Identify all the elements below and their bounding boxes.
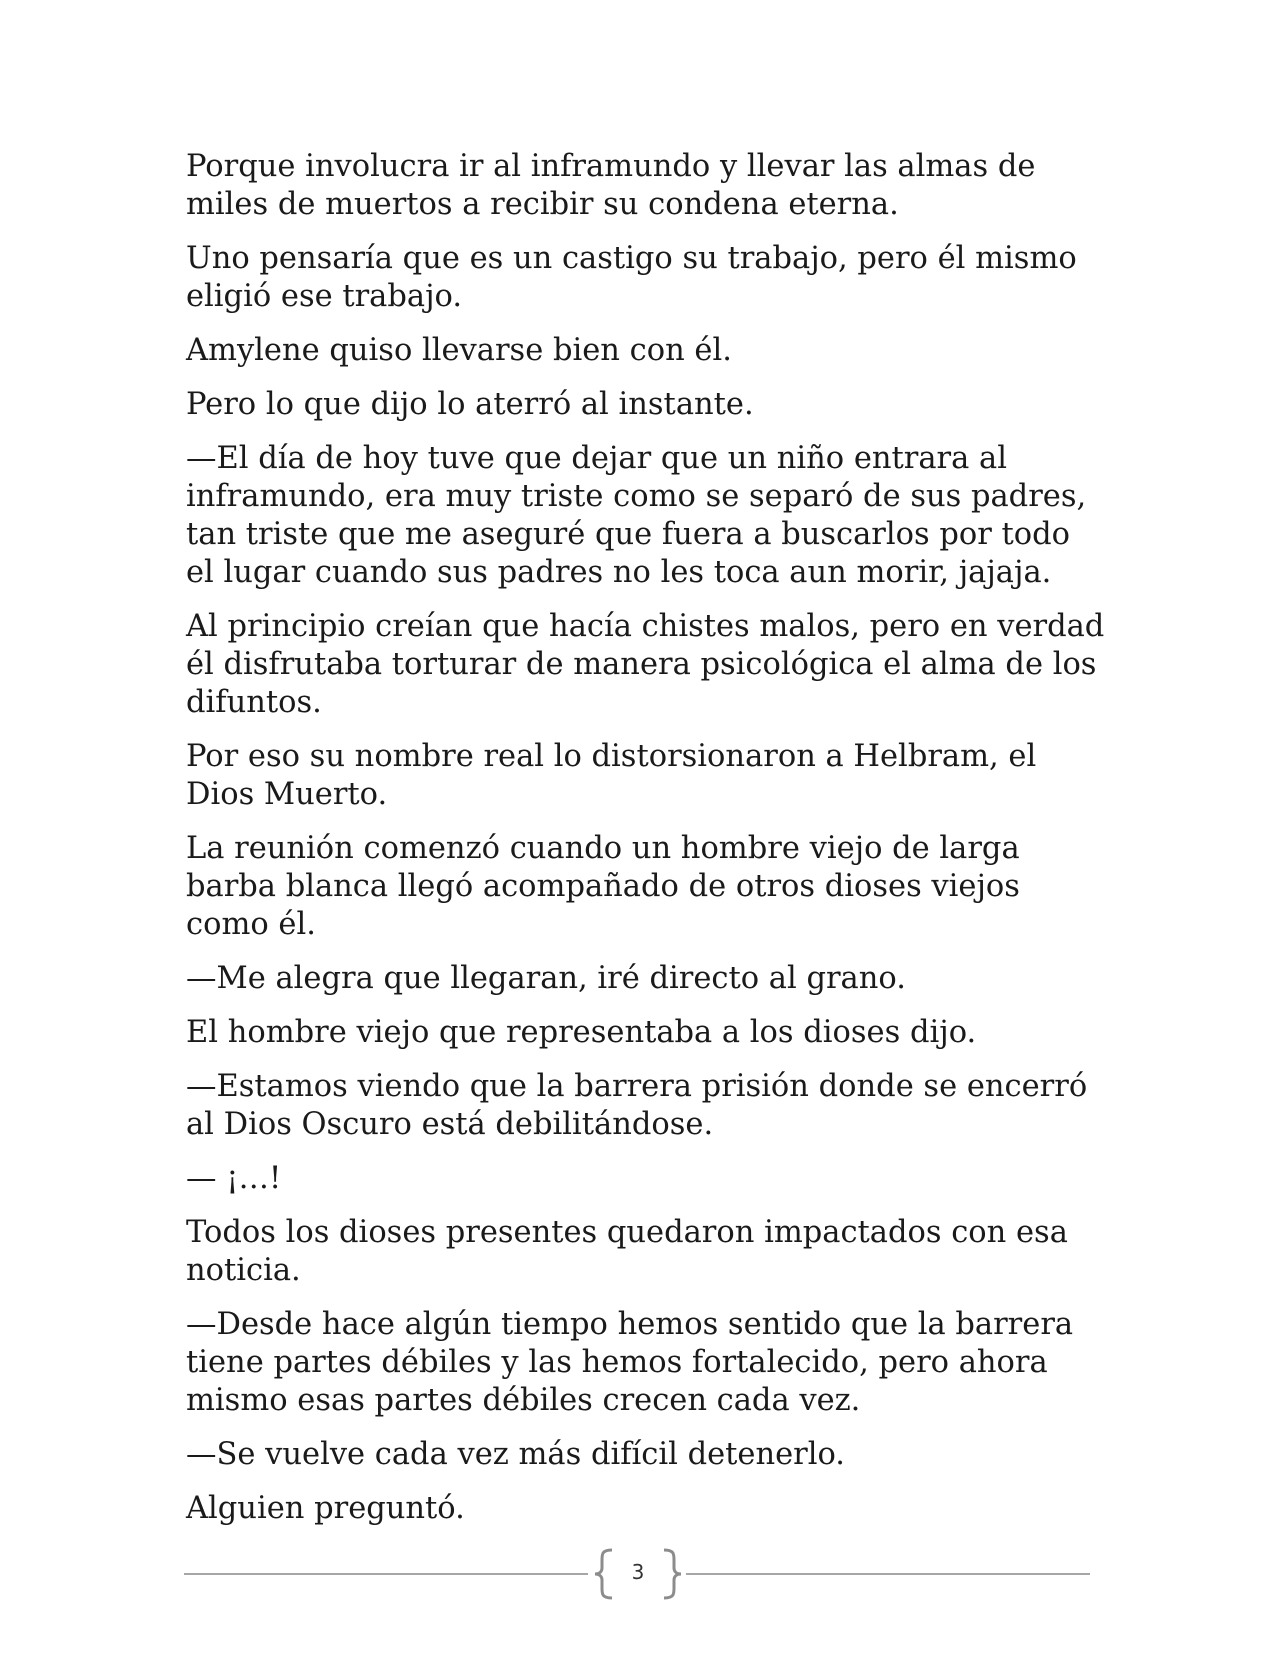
paragraph: Todos los dioses presentes quedaron impactados con esa noticia.	[186, 1215, 1068, 1288]
paragraph: Por eso su nombre real lo distorsionaron a Helbram, el Dios Muerto.	[186, 739, 1037, 812]
paragraph: Pero lo que dijo lo aterró al instante.	[186, 387, 754, 422]
footer-rule-left	[184, 1573, 588, 1575]
paragraph: —Me alegra que llegaran, iré directo al grano.	[186, 961, 906, 996]
paragraph: Porque involucra ir al inframundo y llevar las almas de miles de muertos a recibir su condena eterna.	[186, 149, 1036, 222]
page-number: 3	[631, 1560, 645, 1584]
paragraph: Amylene quiso llevarse bien con él.	[186, 333, 732, 368]
paragraph: Uno pensaría que es un castigo su trabajo, pero él mismo eligió ese trabajo.	[186, 241, 1077, 314]
page-footer	[184, 1548, 1090, 1600]
right-brace-icon	[658, 1548, 686, 1600]
paragraph: Al principio creían que hacía chistes malos, pero en verdad él disfrutaba torturar de manera psicológica el alma de los difuntos.	[186, 609, 1105, 720]
left-brace-icon	[590, 1548, 618, 1600]
paragraph: —Se vuelve cada vez más difícil detenerlo.	[186, 1437, 845, 1472]
paragraph: — ¡…!	[186, 1161, 282, 1196]
paragraph: —Desde hace algún tiempo hemos sentido que la barrera tiene partes débiles y las hemos fortalecido, pero ahora mismo esas partes débiles crecen cada vez.	[186, 1307, 1074, 1418]
paragraph: El hombre viejo que representaba a los dioses dijo.	[186, 1015, 977, 1050]
footer-rule-right	[686, 1573, 1090, 1575]
body-text	[186, 148, 1106, 1544]
paragraph: La reunión comenzó cuando un hombre viejo de larga barba blanca llegó acompañado de otros dioses viejos como él.	[186, 831, 1020, 942]
paragraph: —Estamos viendo que la barrera prisión donde se encerró al Dios Oscuro está debilitándose.	[186, 1069, 1088, 1142]
paragraph: —El día de hoy tuve que dejar que un niño entrara al inframundo, era muy triste como se separó de sus padres, tan triste que me aseguré que fuera a buscarlos por todo el lugar cuando sus padres no les toca aun morir, jajaja.	[186, 441, 1087, 590]
paragraph: Alguien preguntó.	[186, 1491, 465, 1526]
